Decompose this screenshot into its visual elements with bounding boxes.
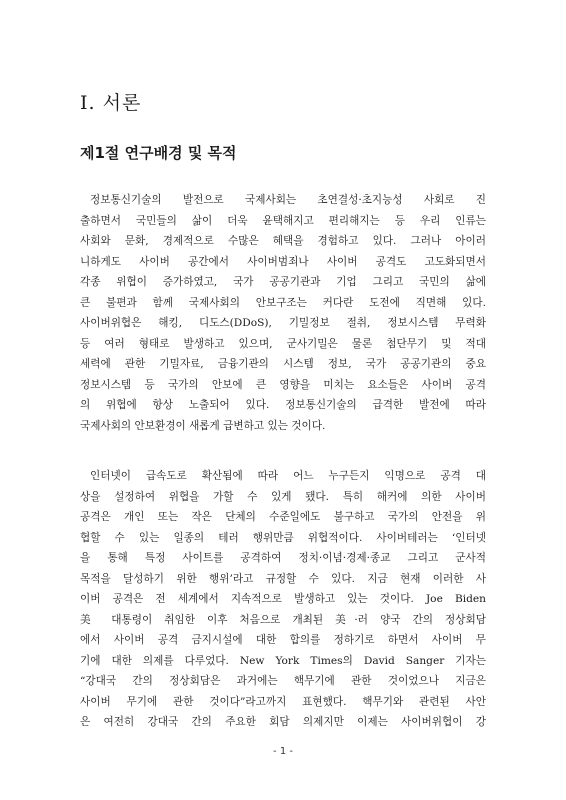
- paragraph-line: 은 여전히 강대국 간의 주요한 회담 의제지만 이제는 사이버위협이 강: [80, 716, 486, 728]
- paragraph-line: 사이버위협은 해킹, 디도스(DDoS), 기밀정보 절취, 정보시스템 무력화: [80, 317, 486, 329]
- paragraph-line: 각종 위협이 증가하였고, 국가 공공기관과 기업 그리고 국민의 삶에: [80, 276, 486, 288]
- page-number: - 1 -: [273, 746, 293, 757]
- paragraph-line: 기에 대한 의제를 다루었다. New York Times의 David Sanger 기자는: [80, 654, 486, 667]
- paragraph-2: [80, 466, 486, 733]
- paragraph-line: 정보시스템 등 국가의 안보에 큰 영향을 미치는 요소들은 사이버 공격: [80, 378, 486, 391]
- paragraph-line: “강대국 간의 정상회담은 과거에는 핵무기에 관한 것이었으나 지금은: [80, 675, 486, 687]
- section-title: 제1절 연구배경 및 목적: [80, 144, 237, 162]
- paragraph-line: 협할 수 있는 일종의 테러 행위만큼 위협적이다. 사이버테러는 ‘인터넷: [80, 531, 486, 544]
- paragraph-line: 목적을 달성하기 위한 행위’라고 규정할 수 있다. 지금 현재 이러한 사: [80, 572, 486, 585]
- paragraph-line: 국제사회의 안보환경이 새롭게 급변하고 있는 것이다.: [80, 419, 326, 432]
- paragraph-line: 에서 사이버 공격 금지시설에 대한 합의를 정하기로 하면서 사이버 무: [80, 634, 486, 646]
- paragraph-line: 상을 설정하여 위협을 가할 수 있게 됐다. 특히 해커에 의한 사이버: [80, 490, 486, 503]
- paragraph-line: 사회와 문화, 경제적으로 수많은 혜택을 경험하고 있다. 그러나 아이러: [80, 235, 486, 247]
- paragraph-line: 등 여러 형태로 발생하고 있으며, 군사기밀은 물론 첨단무기 및 적대: [80, 337, 486, 350]
- paragraph-line: 니하게도 사이버 공간에서 사이버범죄나 사이버 공격도 고도화되면서: [80, 255, 486, 268]
- paragraph-line: 사이버 무기에 관한 것이다”라고까지 표현했다. 핵무기와 관련된 사안: [80, 695, 486, 708]
- paragraph-line: 정보통신기술의 발전으로 국제사회는 초연결성·초지능성 사회로 진: [90, 194, 486, 206]
- paragraph-line: 의 위협에 항상 노출되어 있다. 정보통신기술의 급격한 발전에 따라: [80, 399, 486, 411]
- paragraph-line: 이버 공격은 전 세계에서 지속적으로 발생하고 있는 것이다. Joe Biden: [80, 593, 486, 605]
- chapter-title: Ⅰ. 서론: [80, 92, 142, 114]
- paragraph-line: 을 통해 특정 사이트를 공격하여 정치·이념·경제·종교 그리고 군사적: [80, 552, 486, 564]
- paragraph-line: 큰 불편과 함께 국제사회의 안보구조는 커다란 도전에 직면해 있다.: [80, 296, 486, 309]
- paragraph-line: 공격은 개인 또는 작은 단체의 수준일에도 불구하고 국가의 안전을 위: [80, 511, 486, 523]
- paragraph-line: 인터넷이 급속도로 확산됨에 따라 어느 누구든지 익명으로 공격 대: [90, 470, 486, 482]
- paragraph-line: 세력에 관한 기밀자료, 금융기관의 시스템 정보, 국가 공공기관의 중요: [80, 358, 486, 370]
- paragraph-line: 출하면서 국민들의 삶이 더욱 윤택해지고 편리해지는 등 우리 인류는: [80, 214, 486, 227]
- paragraph-line: 美 대통령이 취임한 이후 처음으로 개최된 美·러 양국 간의 정상회담: [80, 613, 486, 626]
- paragraph-1: [80, 190, 486, 436]
